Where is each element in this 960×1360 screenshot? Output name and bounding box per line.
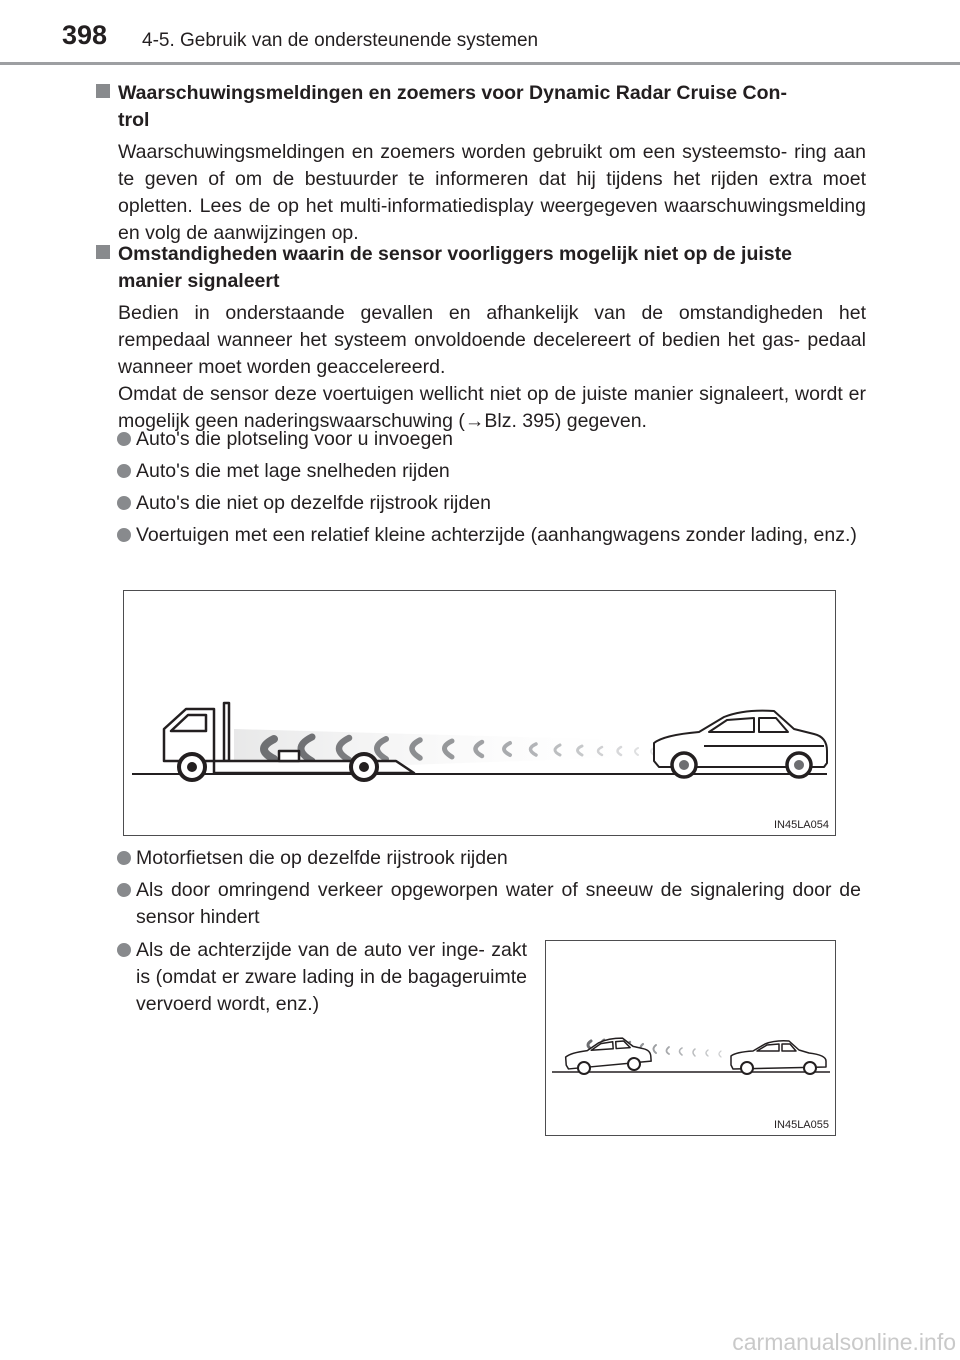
section-body: Waarschuwingsmeldingen en zoemers worden gebruikt om een systeemsto- ring aan te geven of om de bestuurder te informeren dat hij tijdens het rijden extra moet opletten. Lees de op het multi-informatiedisplay weergegeven waarschuwingsmelding en volg de aanwijzingen op. bbox=[118, 141, 866, 244]
circle-bullet-icon bbox=[117, 851, 131, 865]
circle-bullet-icon bbox=[117, 496, 131, 510]
page-reference-link[interactable]: Blz. 395) gegeven. bbox=[484, 410, 647, 432]
circle-bullet-icon bbox=[117, 432, 131, 446]
list-item: Voertuigen met een relatief kleine achterzijde (aanhangwagens zonder lading, enz.) bbox=[117, 522, 861, 549]
circle-bullet-icon bbox=[117, 464, 131, 478]
trailer-radar-diagram bbox=[124, 591, 834, 834]
section-heading: Omstandigheden waarin de sensor voorliggers mogelijk niet op de juiste manier signaleert bbox=[118, 243, 792, 292]
header-divider bbox=[0, 62, 960, 65]
illustration-trailer bbox=[123, 590, 836, 836]
list-item: Als door omringend verkeer opgeworpen water of sneeuw de signalering door de sensor hindert bbox=[117, 877, 861, 931]
square-bullet-icon bbox=[96, 245, 110, 259]
wheel-icon bbox=[804, 1062, 816, 1074]
sagging-car-diagram bbox=[546, 941, 834, 1134]
list-item: Auto's die plotseling voor u invoegen bbox=[117, 426, 861, 453]
circle-bullet-icon bbox=[117, 943, 131, 957]
section-body: Bedien in onderstaande gevallen en afhankelijk van de omstandigheden het rempedaal wanneer het systeem onvoldoende decelereert of bedien het gas- pedaal wanneer moet worden geaccelereerd. bbox=[118, 302, 866, 378]
section-title: 4-5. Gebruik van de ondersteunende systemen bbox=[142, 30, 539, 51]
circle-bullet-icon bbox=[117, 883, 131, 897]
wheel-icon bbox=[578, 1062, 590, 1074]
list-item: Motorfietsen die op dezelfde rijstrook rijden bbox=[117, 845, 861, 872]
list-item: Auto's die niet op dezelfde rijstrook rijden bbox=[117, 490, 861, 517]
illustration-sagging-car bbox=[545, 940, 836, 1136]
watermark: carmanualsonline.info bbox=[732, 1329, 956, 1355]
section-sensor-conditions bbox=[96, 241, 866, 435]
circle-bullet-icon bbox=[117, 528, 131, 542]
wheel-icon bbox=[741, 1062, 753, 1074]
section-warning-messages bbox=[96, 80, 866, 247]
list-item: Auto's die met lage snelheden rijden bbox=[117, 458, 861, 485]
page-header bbox=[0, 0, 960, 70]
section-heading: Waarschuwingsmeldingen en zoemers voor Dynamic Radar Cruise Con- trol bbox=[118, 82, 787, 131]
square-bullet-icon bbox=[96, 84, 110, 98]
figure-code: IN45LA054 bbox=[773, 819, 829, 831]
arrow-right-icon: → bbox=[464, 410, 485, 432]
wheel-icon bbox=[628, 1058, 640, 1070]
page-number: 398 bbox=[62, 20, 108, 50]
figure-code: IN45LA055 bbox=[773, 1119, 829, 1131]
section-body-reference: Omdat de sensor deze voertuigen wellicht niet op de juiste manier signaleert, wordt er mogelijk geen naderingswaarschuwing (→Blz. 395) gegeven. bbox=[118, 383, 866, 432]
list-item: Als de achterzijde van de auto ver inge- zakt is (omdat er zware lading in de bagageruimte vervoerd wordt, enz.) bbox=[117, 937, 527, 1018]
